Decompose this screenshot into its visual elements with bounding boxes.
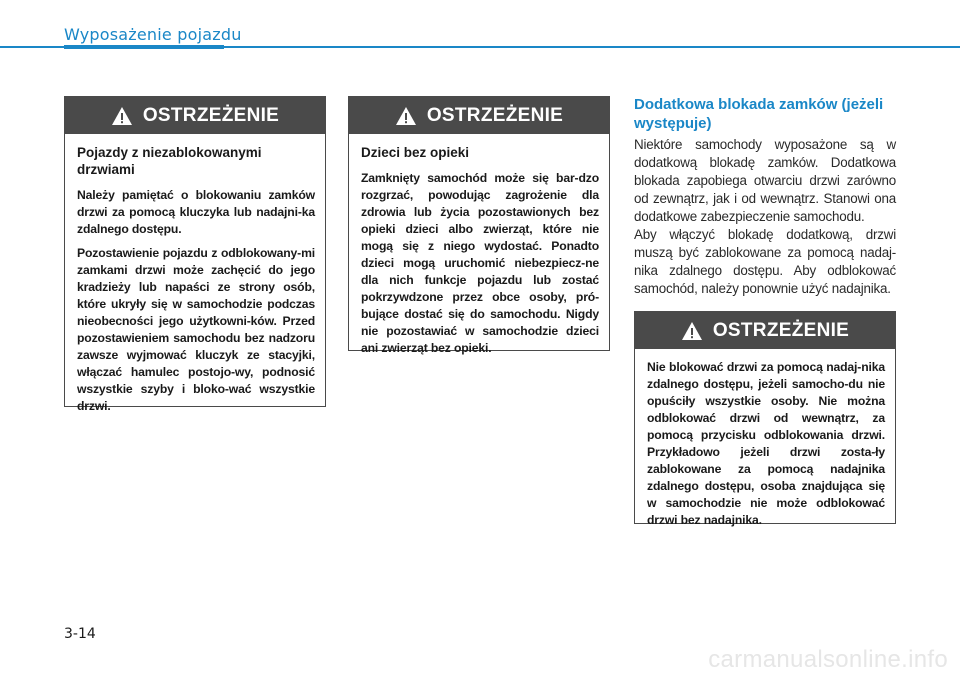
warning-box-children [348,96,610,355]
body-paragraph: Aby włączyć blokadę dodatkową, drzwi muszą być zablokowane za pomocą nadaj-nika zdalnego dostępu. Aby odblokować samochód, należy ponownie użyć nadajnika. [634,227,896,296]
warning-paragraph: Pozostawienie pojazdu z odblokowany-mi zamkami drzwi może zachęcić do jego kradzieży lub napaści ze strony osób, które ukryły się w samochodzie podczas nieobecności jego użytkowni-ków. Przed pozostawieniem samochodu bez nadzoru zawsze wyjmować kluczyk ze stacyjki, włączać hamulec postojo-wy, podnosić wszystkie szyby i bloko-wać wszystkie drzwi. [77,246,315,413]
warning-label: OSTRZEŻENIE [426,104,564,126]
subsection-title: Dodatkowa blokada zamków (jeżeli występuje) [634,96,884,132]
warning-label: OSTRZEŻENIE [712,319,850,341]
warning-triangle-icon [681,321,703,341]
warning-triangle-icon [111,106,133,126]
warning-paragraph: Należy pamiętać o blokowaniu zamków drzwi za pomocą kluczyka lub nadajni-ka zdalnego dostępu. [77,188,315,236]
page-number: 3-14 [64,626,96,642]
warning-subtitle: Dzieci bez opieki [361,145,470,160]
warning-header [349,97,609,134]
warning-box-unlocked-doors [64,96,326,413]
warning-box-remote-lock [634,311,896,527]
warning-label: OSTRZEŻENIE [142,104,280,126]
warning-paragraph: Zamknięty samochód może się bar-dzo rozgrzać, powodując zagrożenie dla zdrowia lub życia pozostawionych bez opieki dzieci albo zwierząt, które nie mogą się z niego wydostać. Ponadto dzieci mogą uruchomić niebezpiecz-ne dla nich funkcje pojazdu lub zostać pokrzywdzone przez obce osoby, pró-bujące dostać się do samochodu. Nigdy nie pozostawiać w samochodzie dzieci ani zwierząt bez opieki. [361,171,599,355]
warning-paragraph: Nie blokować drzwi za pomocą nadaj-nika zdalnego dostępu, jeżeli samocho-du nie opuściły wszystkie osoby. Nie można odblokować drzwi od wewnątrz, za pomocą przycisku odblokowania drzwi. Przykładowo jeżeli drzwi zosta-ły zablokowane za pomocą nadajnika zdalnego dostępu, osoba znajdująca się w samochodzie nie może odblokować drzwi bez nadajnika. [647,360,885,527]
body-paragraph: Niektóre samochody wyposażone są w dodatkową blokadę zamków. Dodatkowa blokada zapobiega otwarciu drzwi zarówno od zewnątrz, jak i od wewnątrz. Stanowi ona dodatkowe zabezpieczenie samochodu. [634,137,896,224]
warning-header [635,312,895,349]
header-accent-bar [64,45,224,49]
warning-header [65,97,325,134]
watermark: carmanualsonline.info [708,646,948,673]
section-title: Wyposażenie pojazdu [64,25,242,44]
warning-subtitle: Pojazdy z niezablokowanymi drzwiami [77,145,262,177]
warning-triangle-icon [395,106,417,126]
